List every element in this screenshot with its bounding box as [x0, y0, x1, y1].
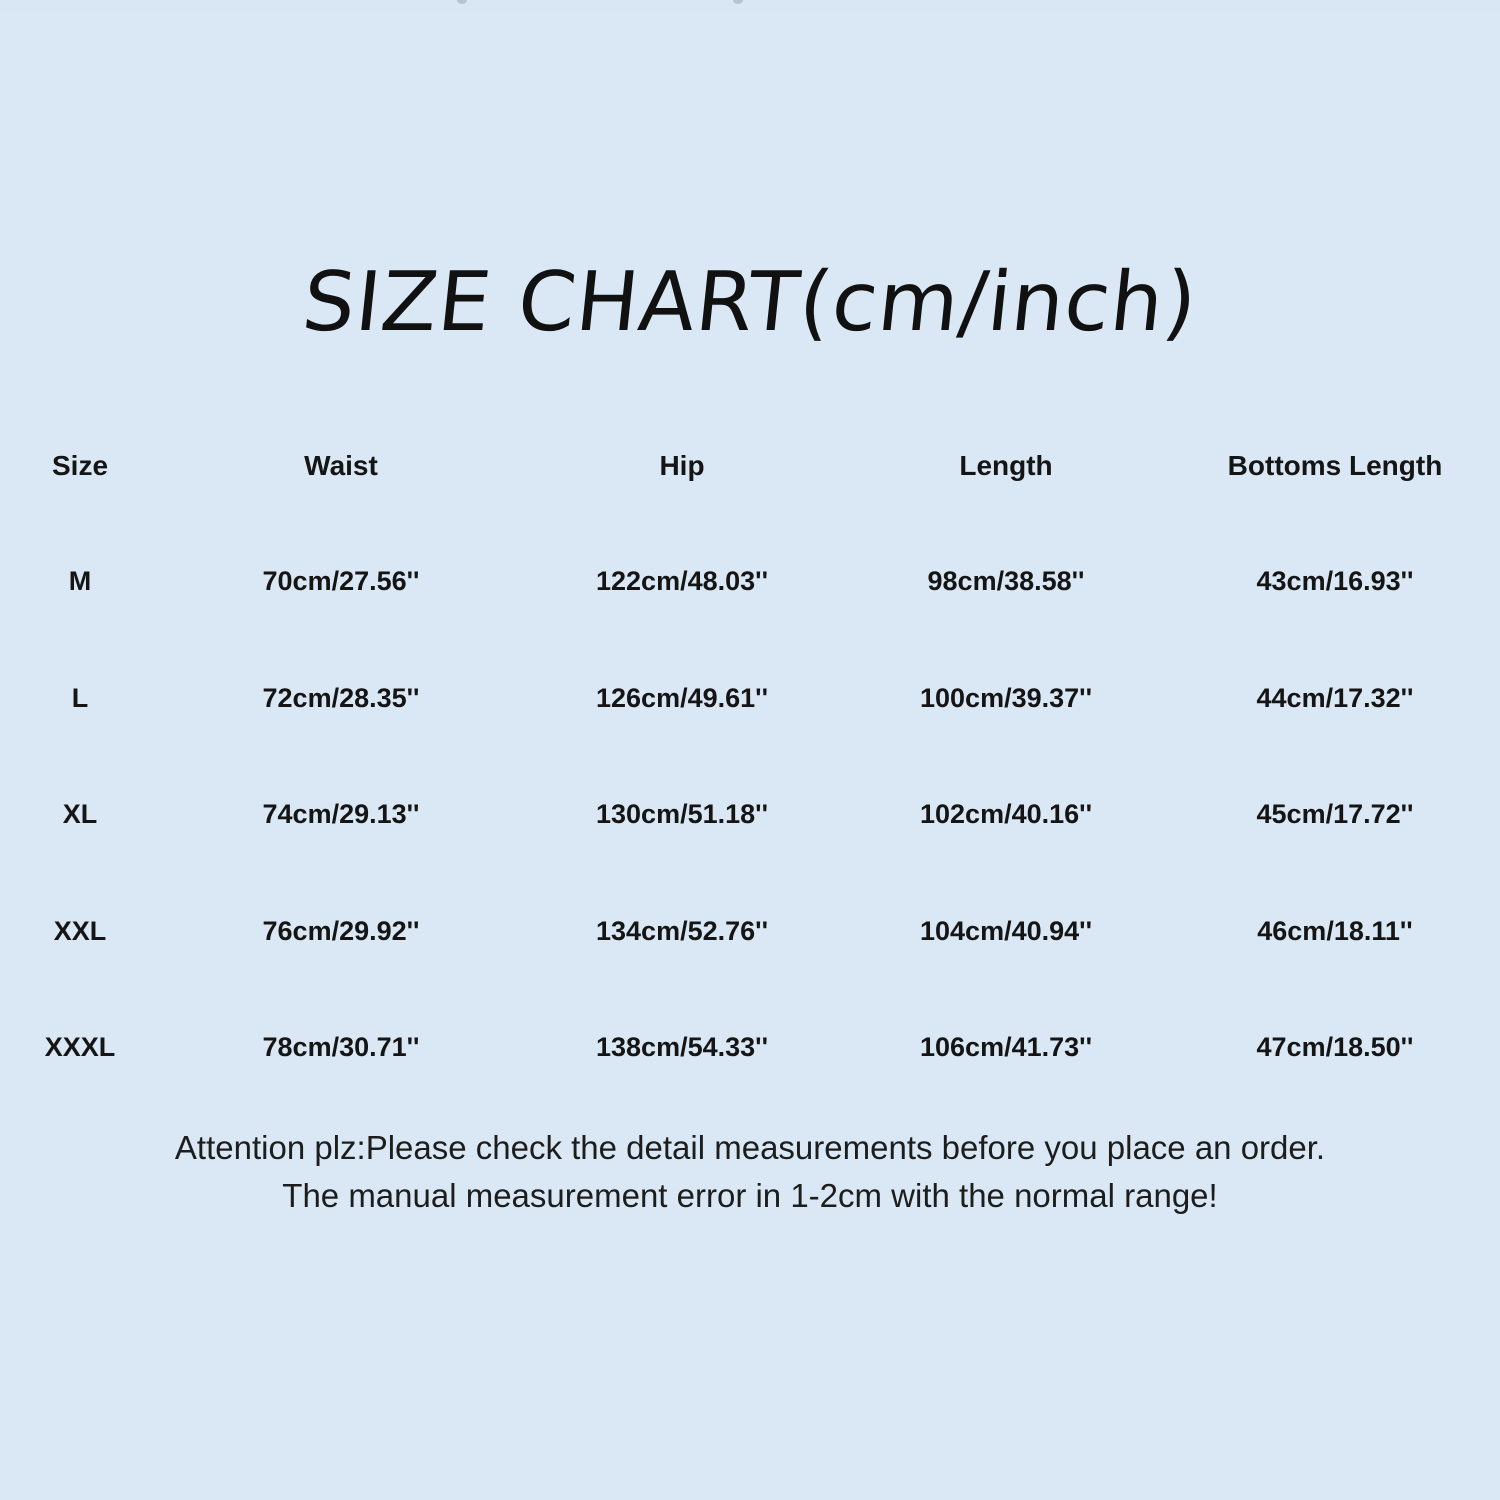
length-cell: 104cm/40.94'' [920, 916, 1092, 946]
size-cell: XL [62, 799, 98, 829]
hip-cell: 122cm/48.03'' [596, 566, 768, 596]
size-cell: M [68, 566, 92, 596]
bottoms-length-cell: 47cm/18.50'' [1256, 1032, 1414, 1062]
column-header-size: Size [51, 450, 109, 481]
length-cell: 100cm/39.37'' [920, 683, 1092, 713]
length-cell: 106cm/41.73'' [920, 1032, 1092, 1062]
bottoms-length-cell: 45cm/17.72'' [1256, 799, 1414, 829]
cutoff-text-mark [733, 0, 743, 4]
column-header-waist: Waist [304, 450, 378, 481]
length-cell: 102cm/40.16'' [920, 799, 1092, 829]
hip-cell: 138cm/54.33'' [596, 1032, 768, 1062]
top-cutoff-strip [0, 0, 1500, 10]
column-header-hip: Hip [659, 450, 705, 481]
bottoms-length-cell: 44cm/17.32'' [1256, 683, 1414, 713]
hip-cell: 130cm/51.18'' [596, 799, 768, 829]
size-cell: L [71, 683, 89, 713]
waist-cell: 70cm/27.56'' [262, 566, 420, 596]
size-chart-title: SIZE CHART(cm/inch) [298, 255, 1202, 350]
size-chart-table [0, 430, 1500, 1110]
cutoff-text-mark [457, 0, 467, 4]
bottoms-length-cell: 46cm/18.11'' [1257, 916, 1413, 946]
notice-line-attention: Attention plz:Please check the detail measurements before you place an order. [174, 1129, 1326, 1166]
waist-cell: 78cm/30.71'' [262, 1032, 420, 1062]
bottoms-length-cell: 43cm/16.93'' [1256, 566, 1414, 596]
column-header-bottoms-length: Bottoms Length [1227, 450, 1443, 481]
size-cell: XXXL [44, 1032, 116, 1062]
hip-cell: 126cm/49.61'' [596, 683, 768, 713]
size-cell: XXL [53, 916, 107, 946]
column-header-length: Length [959, 450, 1053, 481]
notice-line-error-range: The manual measurement error in 1-2cm with the normal range! [282, 1177, 1218, 1214]
waist-cell: 72cm/28.35'' [262, 683, 420, 713]
waist-cell: 76cm/29.92'' [262, 916, 420, 946]
measurement-notice [0, 1124, 1500, 1220]
length-cell: 98cm/38.58'' [927, 566, 1085, 596]
waist-cell: 74cm/29.13'' [262, 799, 420, 829]
hip-cell: 134cm/52.76'' [596, 916, 768, 946]
